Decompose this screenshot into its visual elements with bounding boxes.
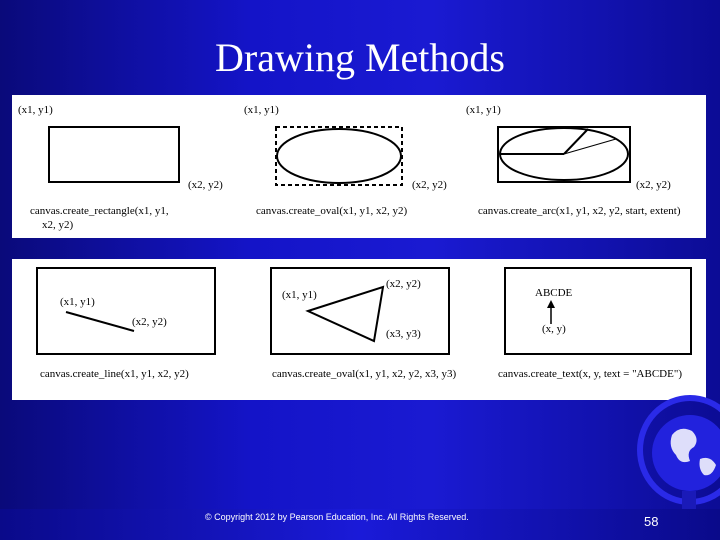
- oval-bounding-box: [276, 127, 402, 185]
- oval-caption: canvas.create_oval(x1, y1, x2, y2): [256, 205, 408, 217]
- drawing-panel-top-canvas: [12, 95, 706, 238]
- line-caption: canvas.create_line(x1, y1, x2, y2): [40, 368, 189, 380]
- line-shape: [66, 312, 134, 331]
- arc-point2-label: (x2, y2): [636, 179, 671, 191]
- rectangle-shape: [49, 127, 179, 182]
- polygon-point3-label: (x3, y3): [386, 328, 421, 340]
- line-point2-label: (x2, y2): [132, 316, 167, 328]
- polygon-shape: [308, 287, 383, 341]
- polygon-caption: canvas.create_oval(x1, y1, x2, y2, x3, y3): [272, 368, 457, 380]
- drawing-panel-bottom: [12, 259, 706, 400]
- rect-point2-label: (x2, y2): [188, 179, 223, 191]
- oval-point2-label: (x2, y2): [412, 179, 447, 191]
- text-frame: [505, 268, 691, 354]
- polygon-point2-label: (x2, y2): [386, 278, 421, 290]
- rect-point1-label: (x1, y1): [18, 104, 53, 116]
- polygon-point1-label: (x1, y1): [282, 289, 317, 301]
- text-sample-label: ABCDE: [535, 287, 573, 299]
- line-point1-label: (x1, y1): [60, 296, 95, 308]
- rect-caption-line1: canvas.create_rectangle(x1, y1,: [30, 205, 169, 217]
- drawing-panel-top: [12, 95, 706, 238]
- arc-point1-label: (x1, y1): [466, 104, 501, 116]
- copyright-notice: © Copyright 2012 by Pearson Education, Inc. All Rights Reserved.: [205, 512, 469, 522]
- page-number: 58: [644, 514, 659, 529]
- oval-shape: [277, 129, 401, 183]
- arc-caption: canvas.create_arc(x1, y1, x2, y2, start, extent): [478, 205, 681, 217]
- globe-stand: [682, 491, 696, 511]
- rect-caption-line2: x2, y2): [42, 219, 74, 231]
- oval-point1-label: (x1, y1): [244, 104, 279, 116]
- polygon-frame: [271, 268, 449, 354]
- text-caption: canvas.create_text(x, y, text = "ABCDE"): [498, 368, 682, 380]
- text-anchor-arrowhead: [547, 300, 555, 308]
- drawing-panel-bottom-canvas: [12, 259, 706, 400]
- text-anchor-label: (x, y): [542, 323, 566, 335]
- line-frame: [37, 268, 215, 354]
- slide-title: Drawing Methods: [215, 35, 505, 80]
